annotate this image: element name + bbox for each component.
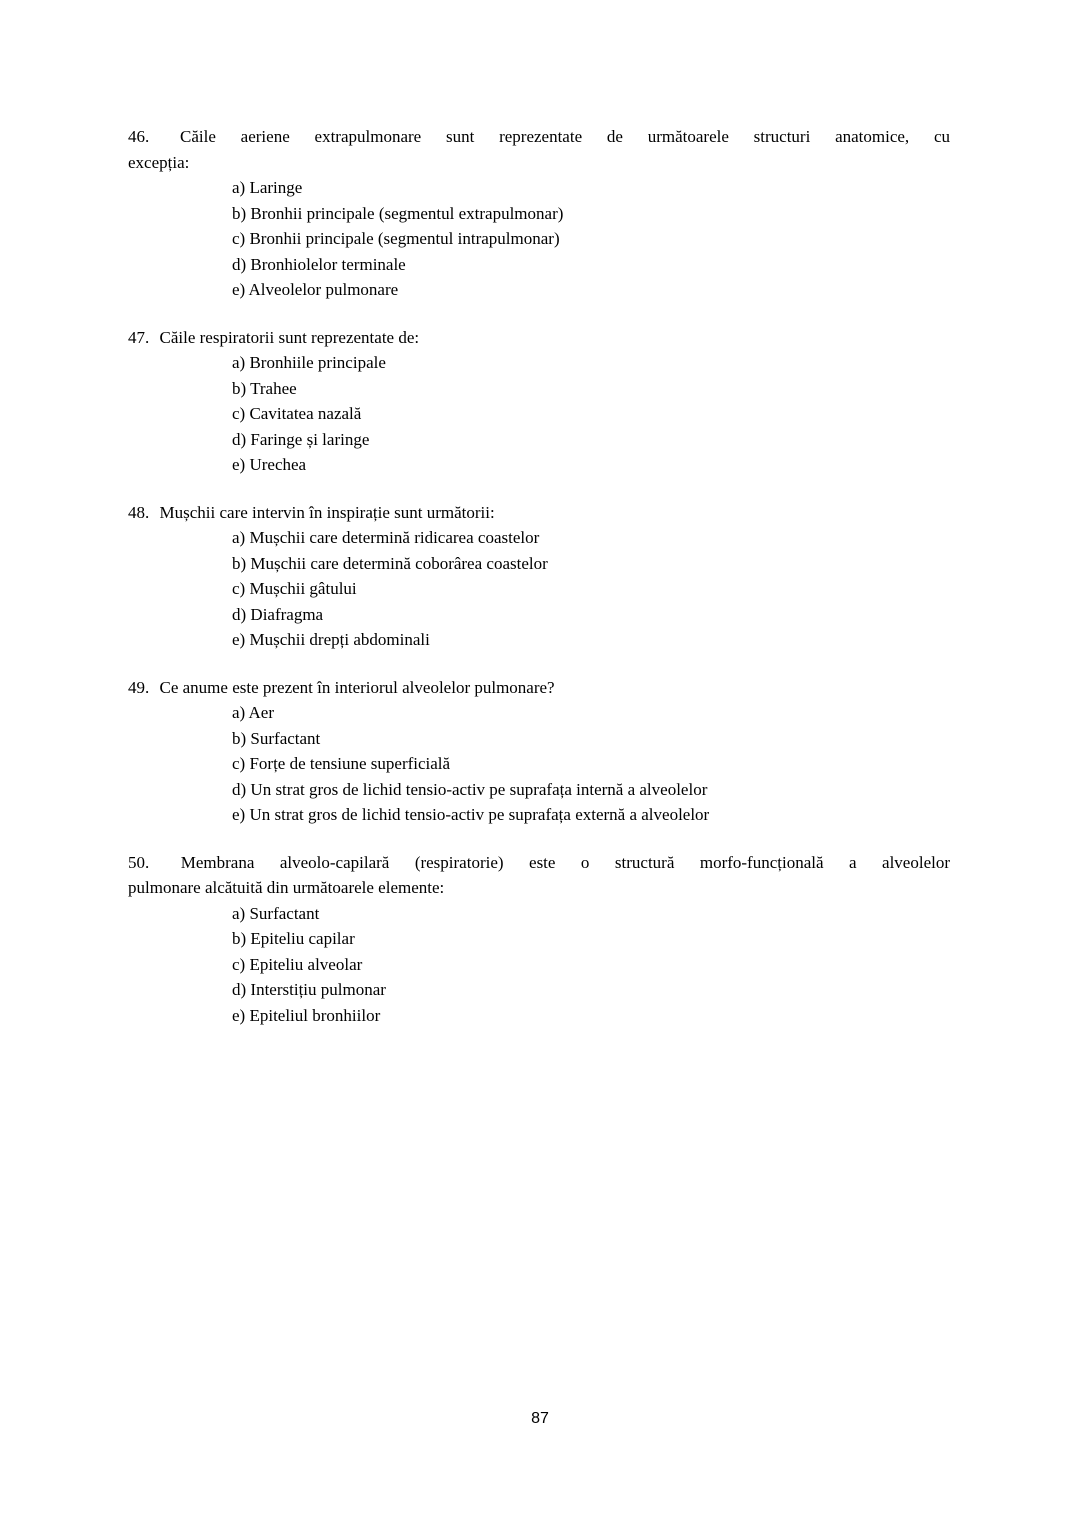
option-a: a) Aer <box>232 703 275 722</box>
option-a: a) Laringe <box>232 178 303 197</box>
question-number: 47. <box>128 327 150 347</box>
option-c: c) Cavitatea nazală <box>232 404 362 423</box>
question-head <box>128 500 950 526</box>
question-block-48 <box>128 500 950 653</box>
options-list <box>128 525 950 653</box>
option-b: b) Surfactant <box>232 728 321 748</box>
question-text: Căile aeriene extrapulmonare sunt reprezentate de următoarele structuri anatomice, cu <box>180 127 951 146</box>
question-text: Membrana alveolo-capilară (respiratorie) este o structură morfo-funcțională a alveolelor <box>180 852 950 872</box>
option-b: b) Epiteliu capilar <box>232 929 355 948</box>
page-number: 87 <box>531 1410 549 1427</box>
options-list <box>128 901 950 1029</box>
option-a: a) Bronhiile principale <box>232 353 386 372</box>
question-number: 49. <box>128 677 150 697</box>
options-list <box>128 700 950 828</box>
question-text: Mușchii care intervin în inspirație sunt următorii: <box>159 502 495 522</box>
question-head <box>128 850 950 901</box>
question-number: 46. <box>128 127 150 146</box>
question-first-line <box>128 124 950 150</box>
option-b: b) Mușchii care determină coborârea coastelor <box>232 553 548 573</box>
option-a: a) Surfactant <box>232 903 320 923</box>
option-c: c) Mușchii gâtului <box>232 579 357 598</box>
question-block-50 <box>128 850 950 1029</box>
question-text-continued: pulmonare alcătuită din următoarele elemente: <box>128 878 445 897</box>
question-block-47 <box>128 325 950 478</box>
question-first-line <box>128 325 950 351</box>
exam-page-content <box>128 124 950 1050</box>
page-footer <box>0 1406 1080 1432</box>
option-d: d) Interstițiu pulmonar <box>232 980 386 999</box>
question-text: Căile respiratorii sunt reprezentate de: <box>159 327 420 347</box>
question-first-line <box>128 500 950 526</box>
question-first-line <box>128 675 950 701</box>
question-text-continued: excepția: <box>128 152 190 172</box>
question-head <box>128 675 950 701</box>
options-list <box>128 350 950 478</box>
option-e: e) Un strat gros de lichid tensio-activ pe suprafața externă a alveolelor <box>232 805 710 824</box>
option-d: d) Bronhiolelor terminale <box>232 254 406 274</box>
option-e: e) Mușchii drepți abdominali <box>232 630 430 649</box>
option-e: e) Urechea <box>232 455 307 474</box>
question-block-46 <box>128 124 950 303</box>
option-e: e) Alveolelor pulmonare <box>232 280 399 299</box>
option-e: e) Epiteliul bronhiilor <box>232 1005 381 1025</box>
option-b: b) Trahee <box>232 378 297 398</box>
question-text: Ce anume este prezent în interiorul alveolelor pulmonare? <box>159 677 555 697</box>
question-head <box>128 124 950 175</box>
question-number: 48. <box>128 502 150 522</box>
option-d: d) Diafragma <box>232 604 324 624</box>
question-block-49 <box>128 675 950 828</box>
question-number: 50. <box>128 852 150 872</box>
option-a: a) Mușchii care determină ridicarea coastelor <box>232 528 540 547</box>
question-head <box>128 325 950 351</box>
option-c: c) Bronhii principale (segmentul intrapulmonar) <box>232 229 560 248</box>
options-list <box>128 175 950 303</box>
question-first-line <box>128 850 950 876</box>
option-d: d) Un strat gros de lichid tensio-activ pe suprafața internă a alveolelor <box>232 779 708 799</box>
option-d: d) Faringe și laringe <box>232 429 370 449</box>
option-c: c) Epiteliu alveolar <box>232 954 363 974</box>
option-b: b) Bronhii principale (segmentul extrapulmonar) <box>232 203 564 223</box>
option-c: c) Forțe de tensiune superficială <box>232 754 451 773</box>
